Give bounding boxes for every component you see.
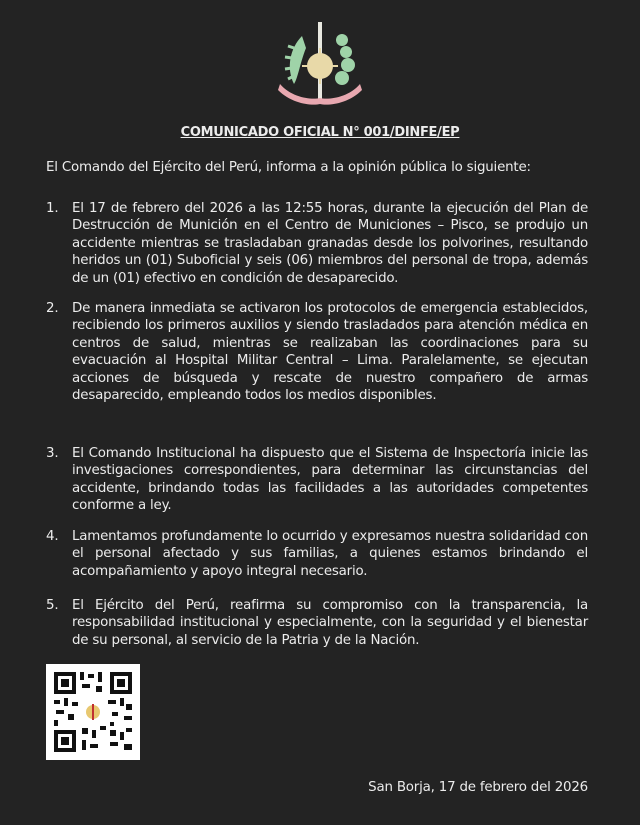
qr-code-icon[interactable] [46, 664, 140, 760]
list-item [46, 528, 588, 580]
item-text: Lamentamos profundamente lo ocurrido y expresamos nuestra solidaridad con el personal afectado y sus familias, a quienes estamos brindando el acompañamiento y apoyo integral necesario. [72, 529, 588, 579]
item-text: El Comando Institucional ha dispuesto que el Sistema de Inspectoría inicie las investigaciones correspondientes, para determinar las circunstancias del accidente, brindando todas las facilidades a las autoridades competentes conforme a ley. [72, 446, 588, 514]
item-number: 3. [46, 446, 59, 461]
statement-list [46, 200, 588, 648]
item-text: El 17 de febrero del 2026 a las 12:55 horas, durante la ejecución del Plan de Destrucción de Munición en el Centro de Municiones – Pisco, se produjo un accidente mientras se trasladaban granadas desde los polvorines, resultando heridos un (01) Suboficial y seis (06) miembros del personal de tropa, además de un (01) efectivo en condición de desaparecido. [72, 201, 588, 286]
list-item [46, 445, 588, 515]
list-item [46, 597, 588, 649]
item-number: 1. [46, 201, 59, 216]
document-title: COMUNICADO OFICIAL N° 001/DINFE/EP [180, 125, 460, 140]
list-item [46, 200, 588, 287]
signoff-place-date: San Borja, 17 de febrero del 2026 [368, 780, 588, 795]
intro-text: El Comando del Ejército del Perú, informa a la opinión pública lo siguiente: [46, 160, 531, 175]
army-emblem-icon [272, 18, 368, 108]
item-number: 4. [46, 529, 59, 544]
item-number: 2. [46, 301, 59, 316]
item-number: 5. [46, 598, 59, 613]
item-text: De manera inmediata se activaron los protocolos de emergencia establecidos, recibiendo los primeros auxilios y siendo trasladados para atención médica en centros de salud, mientras se realizaban las coordinaciones para su evacuación al Hospital Militar Central – Lima. Paralelamente, se ejecutan acciones de búsqueda y rescate de nuestro compañero de armas desaparecido, empleando todos los medios disponibles. [72, 301, 588, 404]
list-item [46, 300, 588, 404]
item-text: El Ejército del Perú, reafirma su compromiso con la transparencia, la responsabilidad institucional y especialmente, con la seguridad y el bienestar de su personal, al servicio de la Patria y de la Nación. [72, 598, 588, 648]
